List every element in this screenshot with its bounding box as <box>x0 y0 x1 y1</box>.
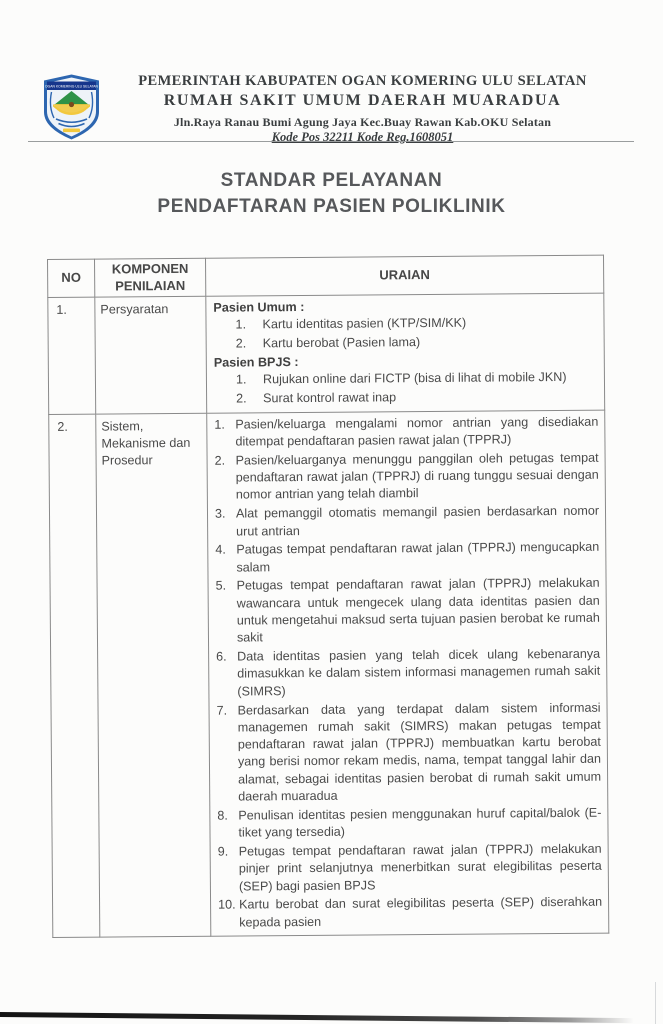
komponen-cell: Persyaratan <box>95 296 207 414</box>
list-item: Rujukan online dari FICTP (bisa di lihat di mobile JKN) <box>262 370 567 387</box>
postal-registration-code: Kode Pos 32211 Kode Reg.1608051 <box>271 130 454 144</box>
scan-right-edge-artifact <box>655 982 657 1024</box>
procedure-steps-list <box>214 413 602 931</box>
list-item: Penulisan identitas pesien menggunakan huruf capital/balok (E-tiket yang tersedia) <box>238 805 602 840</box>
list-item: Kartu berobat (Pasien lama) <box>262 335 421 351</box>
list-item: Petugas tempat pendaftaran rawat jalan (TPPRJ) melakukan wawancara untuk mengecek ulang data identitas pasien dan untuk mengetahui maksud serta tujuan pasien berobat ke rumah sakit <box>236 576 600 645</box>
list-item: Kartu identitas pasien (KTP/SIM/KK) <box>262 316 467 332</box>
table-row-sistem-mekanisme <box>49 410 609 938</box>
service-standard-table <box>47 255 609 939</box>
list-item: Kartu berobat dan surat elegibilitas peserta (SEP) diserahkan kepada pasien <box>239 894 603 930</box>
list-item: Pasien/keluarga mengalami nomor antrian yang disediakan ditempat pendaftaran pasien rawat jalan (TPPRJ) <box>235 414 599 449</box>
row-number: 2. <box>49 414 100 938</box>
row-number: 1. <box>48 297 96 414</box>
list-item: Patugas tempat pendaftaran rawat jalan (TPPRJ) mengucapkan salam <box>236 540 600 575</box>
government-name: PEMERINTAH KABUPATEN OGAN KOMERING ULU SELATAN <box>138 73 587 89</box>
table-header-row <box>48 255 604 297</box>
subheading-pasien-umum: Pasien Umum : <box>213 299 305 315</box>
letterhead-text <box>100 72 625 144</box>
table-wrapper <box>47 255 609 939</box>
subheading-pasien-bpjs: Pasien BPJS : <box>213 354 299 370</box>
document-title <box>0 168 663 219</box>
shield-logo-icon <box>40 74 103 140</box>
header-no: NO <box>48 259 95 297</box>
hospital-name: RUMAH SAKIT UMUM DAERAH MUARADUA <box>163 92 562 109</box>
list-item: Data identitas pasien yang telah dicek ulang kebenaranya dimasukkan ke dalam sistem informasi managemen rumah sakit (SIMRS) <box>237 646 601 699</box>
komponen-cell: Sistem, Mekanisme dan Prosedur <box>96 413 211 937</box>
uraian-cell <box>206 293 605 413</box>
list-item: Pasien/keluarganya menunggu panggilan oleh petugas tempat pendaftaran rawat jalan (TPPRJ) di ruang tunggu sesuai dengan nomor antrian yang telah diambil <box>235 450 599 502</box>
list-item: Surat kontrol rawat inap <box>263 390 397 406</box>
table-row-persyaratan <box>48 293 605 414</box>
header-uraian: URAIAN <box>205 255 603 296</box>
letterhead-divider <box>28 141 634 142</box>
header-komponen-penilaian: KOMPONEN PENILAIAN <box>95 258 206 297</box>
scan-page-edge-artifact <box>0 1012 634 1023</box>
list-item: Berdasarkan data yang terdapat dalam sistem informasi managemen rumah sakit (SIMRS) makan petugas tempat pendaftaran rawat jalan (TPPRJ) membuatkan kartu berobat yang berisi nomor rekam medis, nama, tempat tanggal lahir dan alamat, sebagai identitas pasien berobat di rumah sakit umum daerah muaradua <box>237 700 602 804</box>
title-line-1: STANDAR PELAYANAN <box>220 170 443 191</box>
regency-coat-of-arms-logo <box>40 74 103 140</box>
svg-text:OGAN KOMERING ULU SELATAN: OGAN KOMERING ULU SELATAN <box>44 84 99 89</box>
hospital-address: Jln.Raya Ranau Bumi Agung Jaya Kec.Buay Rawan Kab.OKU Selatan <box>173 115 552 129</box>
list-item: Alat pemanggil otomatis memangil pasien berdasarkan nomor urut antrian <box>235 503 600 539</box>
pasien-umum-list <box>235 314 597 353</box>
uraian-cell <box>207 410 609 937</box>
title-line-2: PENDAFTARAN PASIEN POLIKLINIK <box>157 195 506 217</box>
pasien-bpjs-list <box>236 369 598 408</box>
list-item: Petugas tempat pendaftaran rawat jalan (TPPRJ) melakukan pinjer print selanjutnya menerbitkan surat elegibilitas peserta (SEP) bagi pasien BPJS <box>238 841 602 894</box>
